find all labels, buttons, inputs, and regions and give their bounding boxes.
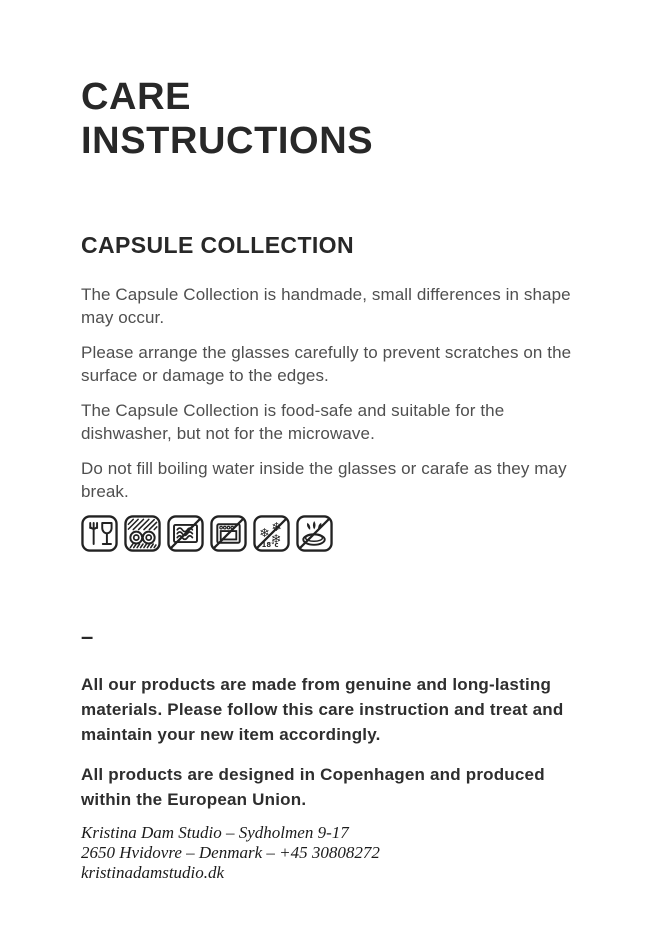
no-freezer-icon <box>253 515 290 552</box>
care-paragraph: Please arrange the glasses carefully to prevent scratches on the surface or damage to the edges. <box>81 343 572 385</box>
footer-line-website: kristinadamstudio.dk <box>81 863 225 882</box>
snowflake-glyph: ❄ <box>259 525 270 540</box>
page-title-line1: CARE <box>81 76 192 118</box>
food-safe-icon <box>81 515 118 552</box>
no-open-flame-icon <box>296 515 333 552</box>
studio-footer <box>81 823 584 883</box>
production-note: All products are designed in Copenhagen and produced within the European Union. <box>81 765 545 809</box>
dishwasher-safe-icon <box>124 515 161 552</box>
no-microwave-icon <box>167 515 204 552</box>
footer-line-studio-address: Kristina Dam Studio – Sydholmen 9-17 <box>81 823 349 842</box>
page-title-line2: INSTRUCTIONS <box>81 120 374 162</box>
snowflake-glyph: ❄ <box>271 520 282 535</box>
care-symbols-row <box>81 515 584 552</box>
page-title <box>81 75 584 163</box>
care-paragraph: The Capsule Collection is handmade, small differences in shape may occur. <box>81 285 571 327</box>
snowflake-glyph: ❄ <box>271 532 282 547</box>
section-divider-dash: – <box>81 624 94 649</box>
no-oven-icon <box>210 515 247 552</box>
footer-line-city-phone: 2650 Hvidovre – Denmark – +45 30808272 <box>81 843 380 862</box>
care-paragraph: The Capsule Collection is food-safe and suitable for the dishwasher, but not for the microwave. <box>81 401 505 443</box>
care-paragraph: Do not fill boiling water inside the glasses or carafe as they may break. <box>81 459 567 501</box>
section-heading: CAPSULE COLLECTION <box>81 232 354 258</box>
materials-note: All our products are made from genuine and long-lasting materials. Please follow this care instruction and treat and maintain your new item accordingly. <box>81 675 564 744</box>
freezer-temperature-label: -18°c <box>258 541 279 550</box>
